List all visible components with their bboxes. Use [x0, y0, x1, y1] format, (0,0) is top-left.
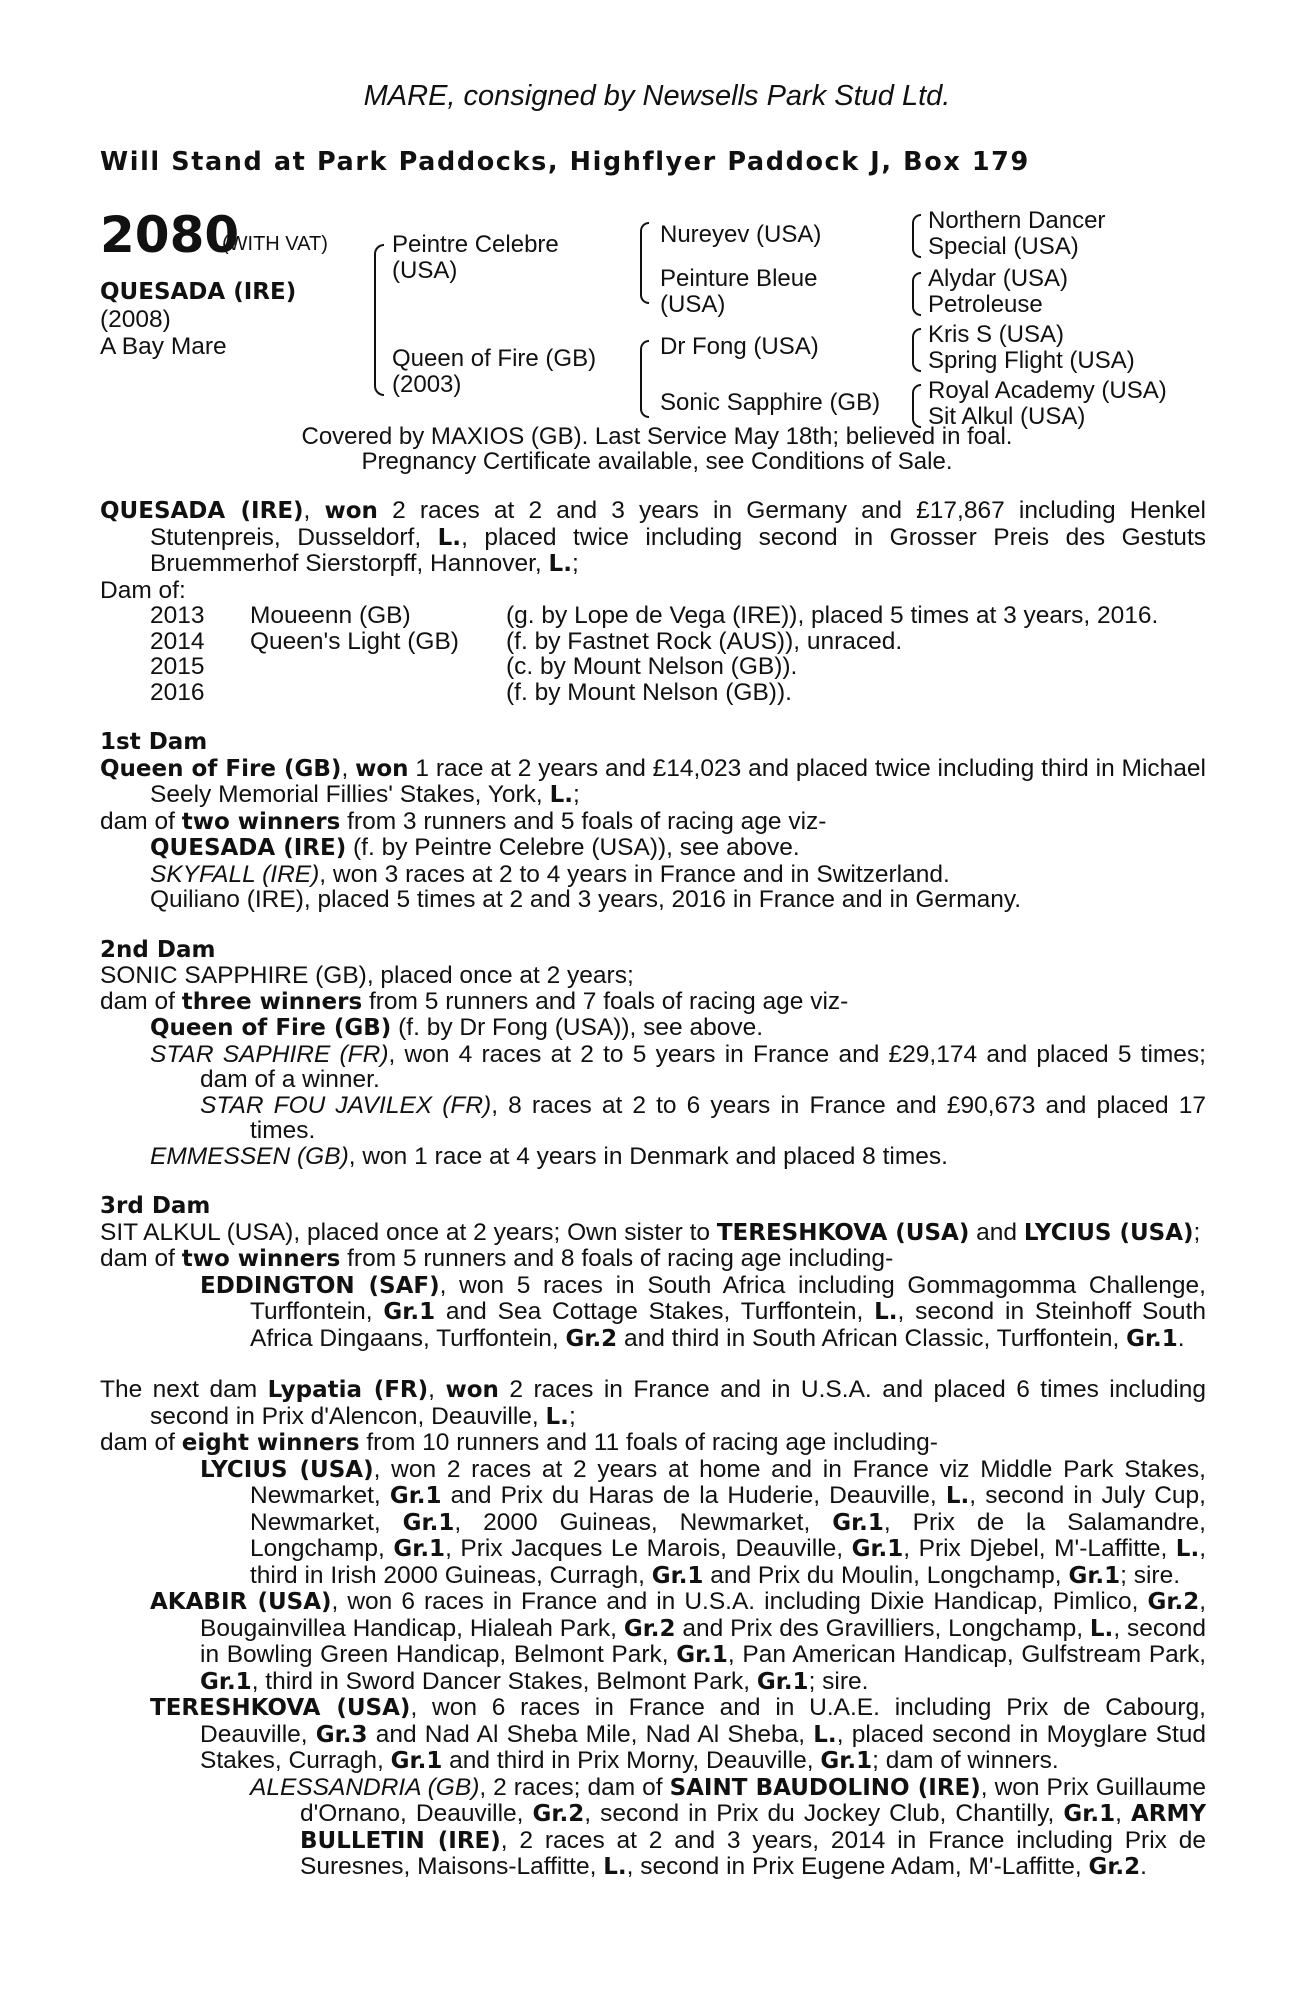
grade-marker: Gr.1 — [1068, 1562, 1121, 1589]
progeny-info: (g. by Lope de Vega (IRE)), placed 5 times at 3 years, 2016. — [506, 602, 1159, 629]
record-text: , second in July Cup, Newmarket, — [250, 1482, 1206, 1536]
dam1-record: Queen of Fire (GB), won 1 race at 2 years and £14,023 and placed twice including third in Michael Seely Memorial Fillies' Stakes, York, L.; — [100, 754, 1206, 808]
produce-name: SAINT BAUDOLINO (IRE) — [669, 1774, 981, 1801]
dam2-produce-summary — [100, 989, 1206, 1016]
progeny-row — [150, 629, 1158, 655]
record-text: The next dam — [100, 1376, 268, 1403]
covered-line: Covered by MAXIOS (GB). Last Service May 18th; believed in foal. — [301, 423, 1013, 450]
record-text: and third in South African Classic, Turffontein, — [617, 1324, 1127, 1352]
record-text: dam of — [100, 1245, 182, 1272]
record-text: and third in Prix Morny, Deauville, — [442, 1747, 821, 1774]
grade-marker: Gr.1 — [393, 1536, 446, 1562]
record-text: from 10 runners and 11 foals of racing age including- — [359, 1429, 938, 1456]
produce-entry — [100, 1273, 1206, 1353]
record-text: , second in Bowling Green Handicap, Belmont Park, — [200, 1614, 1206, 1668]
sire-country: (USA) — [392, 257, 458, 284]
horse-description: A Bay Mare — [100, 333, 227, 360]
pedigree-ss: Nureyev (USA) — [660, 221, 822, 248]
grade-marker: Gr.1 — [832, 1509, 884, 1536]
produce-entry-lycius — [100, 1457, 1206, 1590]
progeny-info: (c. by Mount Nelson (GB)). — [506, 653, 798, 680]
produce-name: SKYFALL (IRE) — [150, 860, 320, 888]
record-text: , placed twice including second in Grosser Preis des Gestuts Bruemmerhof Sierstorpff, Hannover, — [150, 523, 1206, 577]
produce-name: EDDINGTON (SAF) — [200, 1272, 440, 1299]
grade-marker: Gr.3 — [315, 1721, 368, 1748]
record-text: , won 6 races in France and in U.S.A. including Dixie Handicap, Pimlico, — [331, 1588, 1148, 1615]
record-text: ; — [1193, 1218, 1201, 1246]
record-text: , Bougainvillea Handicap, Hialeah Park, — [200, 1588, 1207, 1642]
record-text: , second in Prix du Jockey Club, Chantilly, — [584, 1800, 1064, 1827]
won-word: won — [324, 498, 378, 524]
produce-name: LYCIUS (USA) — [200, 1456, 374, 1483]
record-text: from 3 runners and 5 foals of racing age viz- — [340, 807, 827, 835]
record-text: ; — [568, 1402, 576, 1430]
record-text: , second in Steinhoff South Africa Dingaans, Turffontein, — [250, 1298, 1206, 1352]
dam-of-label: Dam of: — [100, 576, 186, 604]
sibling-name: LYCIUS (USA) — [1023, 1219, 1194, 1246]
sire-name: Peintre Celebre — [392, 231, 559, 258]
pregnancy-line: Pregnancy Certificate available, see Conditions of Sale. — [361, 448, 953, 475]
record-text: (f. by Peintre Celebre (USA)), see above. — [346, 834, 800, 861]
record-text: , Prix de la Salamandre, Longchamp, — [250, 1508, 1206, 1562]
record-text: from 5 runners and 8 foals of racing age including- — [340, 1245, 894, 1272]
horse-name-ref: QUESADA (IRE) — [100, 498, 304, 524]
pedigree-brace-sd — [912, 272, 921, 316]
record-text: and Sea Cottage Stakes, Turffontein, — [435, 1298, 875, 1325]
winners-count: two winners — [181, 808, 341, 835]
produce-name: ARMY BULLETIN (IRE) — [300, 1801, 1207, 1854]
listed-marker: L. — [874, 1299, 898, 1325]
produce-name: STAR FOU JAVILEX (FR) — [200, 1091, 492, 1119]
record-text: , won 5 races in South Africa including Gommagomma Challenge, Turffontein, — [250, 1271, 1206, 1325]
record-text: , placed second in Moyglare Stud Stakes, Curragh, — [200, 1720, 1206, 1774]
record-text: , third in Sword Dancer Stakes, Belmont Park, — [251, 1667, 757, 1695]
record-text: , third in Irish 2000 Guineas, Curragh, — [250, 1535, 1207, 1589]
grade-marker: Gr.1 — [676, 1642, 728, 1668]
dam3-produce-summary — [100, 1246, 1206, 1273]
grade-marker: Gr.1 — [402, 1509, 455, 1536]
listed-marker: L. — [545, 1403, 569, 1430]
pedigree-sds: Alydar (USA) — [928, 265, 1069, 292]
section-heading: 2nd Dam — [100, 936, 216, 963]
listed-marker: L. — [437, 524, 462, 551]
listed-marker: L. — [603, 1854, 627, 1880]
pedigree-brace-ds — [912, 328, 921, 372]
grade-marker: Gr.1 — [389, 1483, 442, 1509]
dam-year: (2003) — [392, 371, 462, 398]
record-text: . — [1177, 1324, 1185, 1352]
grade-marker: Gr.1 — [820, 1748, 873, 1774]
record-text: , Prix Jacques Le Marois, Deauville, — [445, 1535, 852, 1562]
pedigree-sd — [660, 266, 817, 318]
sd-name: Peinture Bleue — [660, 265, 818, 292]
won-word: won — [445, 1377, 499, 1403]
produce-entry — [100, 1015, 1206, 1042]
pedigree-sire — [392, 232, 559, 284]
section-heading: 1st Dam — [100, 729, 208, 755]
record-text: dam of — [100, 987, 182, 1015]
lot-number: 2080 — [100, 206, 240, 264]
listed-marker: L. — [1089, 1615, 1114, 1642]
vat-note: (WITH VAT) — [222, 233, 328, 255]
grade-marker: Gr.2 — [532, 1801, 585, 1827]
foaling-year: (2008) — [100, 306, 171, 333]
grade-marker: Gr.1 — [383, 1299, 436, 1325]
record-text: dam of — [100, 807, 182, 835]
progeny-row — [150, 654, 1158, 680]
progeny-name: Moueenn (GB) — [250, 602, 411, 629]
progeny-info: (f. by Mount Nelson (GB)). — [506, 678, 792, 706]
dam3-record — [100, 1220, 1206, 1247]
record-text: , won 3 races at 2 to 4 years in France and in Switzerland. — [319, 860, 950, 888]
winners-count: two winners — [181, 1246, 341, 1272]
record-text: , Pan American Handicap, Gulfstream Park, — [727, 1641, 1207, 1668]
record-text: ; sire. — [1120, 1561, 1181, 1589]
record-text: , Prix Djebel, M'-Laffitte, — [903, 1535, 1176, 1562]
sibling-name: TERESHKOVA (USA) — [716, 1219, 970, 1246]
record-text: , 8 races at 2 to 6 years in France and £90,673 and placed 17 times. — [250, 1091, 1206, 1144]
record-text: and Nad Al Sheba Mile, Nad Al Sheba, — [367, 1720, 814, 1748]
stand-location: Will Stand at Park Paddocks, Highflyer Paddock J, Box 179 — [100, 147, 1030, 177]
grade-marker: Gr.1 — [851, 1536, 904, 1562]
produce-entry — [100, 1042, 1206, 1093]
dam2-record: SONIC SAPPHIRE (GB), placed once at 2 years; — [100, 962, 634, 989]
dam1-produce-summary — [100, 809, 1206, 836]
grade-marker: Gr.2 — [1147, 1589, 1200, 1615]
winners-count: eight winners — [181, 1430, 360, 1456]
record-text: and Prix du Haras de la Huderie, Deauville, — [441, 1482, 946, 1509]
pedigree-ddd: Sit Alkul (USA) — [928, 403, 1086, 430]
produce-name: ALESSANDRIA (GB) — [250, 1773, 480, 1801]
won-word: won — [355, 755, 409, 782]
next-dam-produce-summary — [100, 1430, 1206, 1457]
listed-marker: L. — [1175, 1536, 1200, 1562]
progeny-name — [250, 680, 506, 706]
grade-marker: Gr.1 — [200, 1668, 252, 1695]
record-text: , 2 races; dam of — [479, 1773, 670, 1801]
pedigree-brace-dam — [640, 340, 649, 418]
progeny-row — [150, 680, 1158, 706]
produce-name: QUESADA (IRE) — [150, 835, 347, 861]
section-heading: 3rd Dam — [100, 1193, 211, 1219]
record-text: SIT ALKUL (USA), placed once at 2 years; Own sister to — [100, 1218, 717, 1246]
pedigree-ds: Dr Fong (USA) — [660, 333, 819, 360]
progeny-year: 2015 — [150, 653, 205, 680]
produce-entry — [100, 835, 1206, 862]
progeny-year: 2014 — [150, 627, 205, 655]
grade-marker: Gr.2 — [565, 1325, 618, 1352]
covered-note — [0, 424, 1314, 474]
produce-entry-alessandria — [100, 1775, 1206, 1881]
produce-name: TERESHKOVA (USA) — [150, 1695, 411, 1721]
dam-name: Queen of Fire (GB) — [392, 345, 597, 372]
pedigree-dss: Kris S (USA) — [928, 321, 1065, 348]
pedigree-ssd: Special (USA) — [928, 233, 1079, 260]
grade-marker: Gr.2 — [1088, 1854, 1141, 1880]
pedigree-dds: Royal Academy (USA) — [928, 377, 1167, 404]
pedigree-brace-main — [374, 244, 384, 396]
produce-entry — [100, 1144, 1206, 1170]
next-dam-name: Lypatia (FR) — [267, 1377, 429, 1403]
progeny-name: Queen's Light (GB) — [250, 627, 459, 655]
pedigree-brace-ss — [912, 214, 921, 258]
record-text: (f. by Dr Fong (USA)), see above. — [391, 1014, 764, 1041]
record-text: , second in Prix Eugene Adam, M'-Laffitte, — [626, 1853, 1089, 1880]
progeny-table — [150, 603, 1158, 705]
record-text: , won 4 races at 2 to 5 years in France and £29,174 and placed 5 times; dam of a winner. — [200, 1040, 1206, 1093]
record-text: from 5 runners and 7 foals of racing age viz- — [362, 987, 849, 1015]
record-text: , — [428, 1376, 446, 1403]
record-text: ; dam of winners. — [872, 1747, 1059, 1774]
progeny-year: 2013 — [150, 602, 205, 629]
produce-entry — [100, 1093, 1206, 1144]
produce-name: Queen of Fire (GB) — [150, 1015, 392, 1041]
record-text: , won 6 races in France and in U.A.E. including Prix de Cabourg, Deauville, — [200, 1694, 1206, 1748]
pedigree-dd: Sonic Sapphire (GB) — [660, 389, 881, 416]
quesada-record: QUESADA (IRE), won 2 races at 2 and 3 years in Germany and £17,867 including Henkel Stutenpreis, Dusseldorf, L., placed twice including second in Grosser Preis des Gestuts Bruemmerhof Sierstorpff, Hannover, L.; — [100, 497, 1206, 577]
record-text: , 2 races at 2 and 3 years, 2014 in France including Prix de Suresnes, Maisons-Laffitte, — [300, 1826, 1206, 1880]
grade-marker: Gr.2 — [623, 1615, 676, 1642]
listed-marker: L. — [945, 1483, 970, 1509]
produce-entry-tereshkova — [100, 1695, 1206, 1775]
produce-entry: Quiliano (IRE), placed 5 times at 2 and 3 years, 2016 in France and in Germany. — [150, 886, 1022, 913]
pedigree-sss: Northern Dancer — [928, 207, 1106, 234]
pedigree-dam — [392, 346, 596, 398]
listed-marker: L. — [549, 782, 573, 808]
produce-entry-akabir — [100, 1589, 1206, 1695]
record-text: ; — [572, 781, 580, 808]
grade-marker: Gr.1 — [756, 1668, 809, 1695]
consigner-line: MARE, consigned by Newsells Park Stud Ltd. — [363, 80, 951, 112]
produce-entry — [100, 862, 1206, 888]
catalogue-body — [100, 498, 1206, 1881]
grade-marker: Gr.1 — [1126, 1325, 1178, 1352]
listed-marker: L. — [548, 551, 572, 577]
record-text: and — [969, 1218, 1024, 1246]
record-text: ; sire. — [808, 1667, 869, 1695]
record-text: . — [1140, 1853, 1147, 1880]
progeny-info: (f. by Fastnet Rock (AUS)), unraced. — [506, 627, 903, 655]
produce-name: AKABIR (USA) — [150, 1589, 332, 1615]
progeny-name — [250, 654, 506, 680]
listed-marker: L. — [813, 1721, 837, 1748]
produce-name: EMMESSEN (GB) — [150, 1142, 349, 1170]
record-text: 1 race at 2 years and £14,023 and placed twice including third in Michael Seely Memorial Fillies' Stakes, York, — [150, 754, 1206, 808]
grade-marker: Gr.1 — [390, 1748, 443, 1774]
grade-marker: Gr.1 — [1063, 1801, 1116, 1827]
record-text: and Prix du Moulin, Longchamp, — [703, 1561, 1069, 1589]
horse-name: QUESADA (IRE) — [100, 279, 297, 305]
next-dam-record — [100, 1377, 1206, 1430]
progeny-year: 2016 — [150, 678, 205, 706]
winners-count: three winners — [181, 988, 363, 1015]
pedigree-brace-sire — [640, 222, 649, 304]
pedigree-dsd: Spring Flight (USA) — [928, 347, 1135, 374]
dam1-name: Queen of Fire (GB) — [100, 755, 342, 782]
pedigree-sdd: Petroleuse — [928, 291, 1043, 318]
record-text: and Prix des Gravilliers, Longchamp, — [675, 1614, 1090, 1642]
produce-name: STAR SAPHIRE (FR) — [150, 1040, 389, 1068]
grade-marker: Gr.1 — [651, 1562, 704, 1589]
record-text: dam of — [100, 1429, 182, 1456]
sd-country: (USA) — [660, 291, 726, 318]
record-text: , won Prix Guillaume d'Ornano, Deauville, — [300, 1773, 1206, 1827]
pedigree-brace-dd — [912, 384, 921, 428]
progeny-row — [150, 603, 1158, 629]
record-text: , won 2 races at 2 years at home and in France viz Middle Park Stakes, Newmarket, — [250, 1455, 1206, 1509]
record-text: ; — [571, 550, 579, 577]
record-text: , — [1115, 1800, 1131, 1827]
record-text: , won 1 race at 4 years in Denmark and placed 8 times. — [348, 1142, 948, 1170]
record-text: 2 races at 2 and 3 years in Germany and £17,867 including Henkel Stutenpreis, Dusseldorf, — [150, 497, 1206, 551]
record-text: , 2000 Guineas, Newmarket, — [454, 1508, 833, 1536]
record-text: 2 races in France and in U.S.A. and placed 6 times including second in Prix d'Alencon, Deauville, — [150, 1376, 1206, 1430]
